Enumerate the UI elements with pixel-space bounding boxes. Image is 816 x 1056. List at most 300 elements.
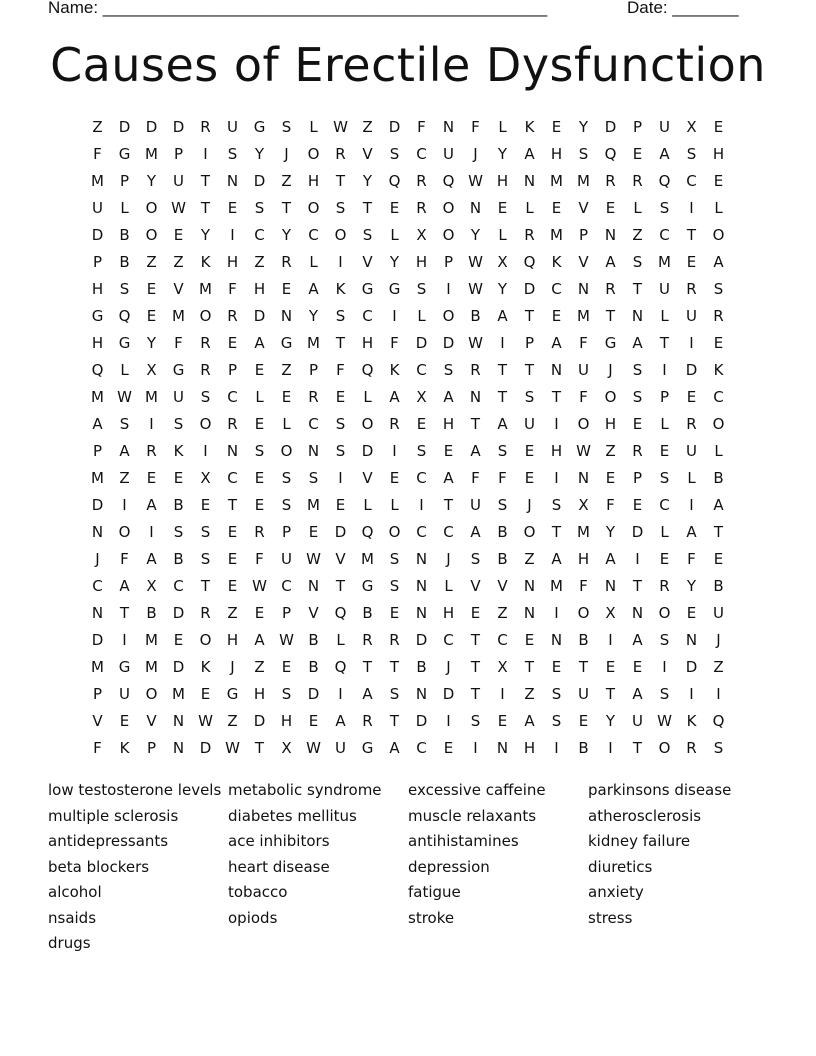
grid-letter: E — [632, 658, 643, 677]
grid-letter: N — [523, 577, 536, 596]
word-list-item: antihistamines — [408, 832, 519, 850]
grid-letter: N — [523, 171, 536, 190]
grid-letter: R — [686, 739, 697, 758]
grid-letter: D — [415, 712, 428, 731]
grid-letter: A — [254, 631, 265, 650]
word-list-item: alcohol — [48, 883, 102, 901]
grid-letter: O — [712, 225, 725, 244]
grid-letter: A — [335, 712, 346, 731]
grid-letter: E — [335, 387, 346, 406]
grid-letter: S — [659, 631, 670, 650]
grid-letter: F — [93, 739, 102, 758]
grid-letter: E — [146, 279, 157, 298]
grid-letter: F — [390, 333, 399, 352]
grid-row — [84, 573, 732, 600]
grid-letter: H — [91, 333, 104, 352]
grid-letter: N — [415, 550, 428, 569]
grid-letter: P — [308, 360, 319, 379]
grid-letter: A — [389, 739, 400, 758]
grid-letter: P — [281, 604, 292, 623]
grid-letter: S — [713, 279, 724, 298]
word-list-item: parkinsons disease — [588, 781, 732, 799]
grid-row — [84, 491, 732, 518]
grid-letter: L — [525, 198, 534, 217]
word-list-item: anxiety — [588, 883, 644, 901]
grid-letter: R — [308, 387, 319, 406]
grid-letter: S — [389, 577, 400, 596]
grid-letter: I — [122, 495, 127, 514]
grid-letter: J — [230, 658, 235, 677]
grid-letter: L — [309, 252, 318, 271]
grid-letter: R — [254, 522, 265, 541]
grid-letter: D — [172, 604, 185, 623]
grid-row — [84, 167, 732, 194]
word-list-item: depression — [408, 857, 490, 876]
grid-letter: C — [713, 387, 724, 406]
grid-letter: U — [632, 712, 643, 731]
grid-letter: E — [632, 144, 643, 163]
grid-letter: E — [254, 360, 265, 379]
grid-letter: N — [685, 631, 698, 650]
grid-letter: I — [635, 550, 640, 569]
grid-letter: C — [416, 468, 427, 487]
grid-letter: Q — [334, 658, 347, 677]
grid-letter: U — [659, 117, 670, 136]
grid-letter: X — [146, 360, 157, 379]
grid-letter: I — [392, 441, 397, 460]
grid-letter: T — [389, 712, 400, 731]
grid-letter: T — [227, 495, 238, 514]
grid-letter: A — [713, 252, 724, 271]
grid-letter: E — [713, 550, 724, 569]
grid-letter: S — [551, 495, 562, 514]
name-field-label: Name: _______________________________________________ — [48, 0, 548, 17]
grid-letter: E — [227, 198, 238, 217]
grid-letter: F — [417, 117, 426, 136]
grid-letter: S — [335, 306, 346, 325]
grid-letter: I — [338, 685, 343, 704]
grid-letter: C — [551, 279, 562, 298]
grid-letter: E — [713, 117, 724, 136]
grid-letter: Z — [227, 712, 238, 731]
grid-letter: E — [632, 414, 643, 433]
grid-letter: Y — [146, 333, 157, 352]
grid-letter: C — [227, 468, 238, 487]
grid-letter: W — [468, 252, 483, 271]
grid-letter: Z — [227, 604, 238, 623]
grid-letter: H — [226, 252, 239, 271]
grid-letter: B — [416, 658, 427, 677]
grid-letter: E — [551, 117, 562, 136]
grid-letter: Z — [362, 117, 373, 136]
grid-letter: M — [91, 387, 104, 406]
grid-letter: S — [470, 550, 481, 569]
grid-letter: D — [631, 522, 644, 541]
grid-letter: L — [336, 631, 345, 650]
word-list-item: low testosterone levels — [48, 781, 222, 799]
grid-letter: E — [119, 712, 130, 731]
grid-letter: E — [281, 658, 292, 677]
grid-letter: H — [442, 414, 455, 433]
grid-letter: X — [146, 577, 157, 596]
grid-letter: N — [577, 468, 590, 487]
grid-letter: J — [446, 658, 451, 677]
grid-letter: A — [632, 333, 643, 352]
grid-letter: I — [608, 631, 613, 650]
grid-letter: O — [145, 685, 158, 704]
grid-letter: W — [171, 198, 186, 217]
grid-letter: D — [172, 658, 185, 677]
grid-letter: S — [443, 360, 454, 379]
grid-letter: N — [631, 306, 644, 325]
grid-letter: E — [659, 550, 670, 569]
grid-letter: I — [500, 333, 505, 352]
grid-row — [84, 681, 732, 708]
word-list-item: antidepressants — [48, 832, 169, 850]
grid-letter: D — [685, 360, 698, 379]
grid-letter: E — [200, 685, 211, 704]
grid-letter: U — [281, 550, 292, 569]
word-list-item: heart disease — [228, 857, 330, 876]
grid-letter: N — [226, 441, 239, 460]
grid-letter: P — [92, 252, 103, 271]
grid-letter: O — [307, 144, 320, 163]
grid-letter: T — [470, 631, 481, 650]
word-list-item: nsaids — [48, 908, 97, 927]
grid-letter: Z — [632, 225, 643, 244]
grid-letter: D — [442, 333, 455, 352]
grid-letter: W — [252, 577, 267, 596]
grid-letter: D — [253, 306, 266, 325]
grid-letter: T — [659, 333, 670, 352]
grid-letter: E — [227, 333, 238, 352]
grid-letter: S — [632, 387, 643, 406]
grid-letter: M — [361, 550, 374, 569]
grid-letter: S — [254, 198, 265, 217]
grid-letter: Y — [497, 144, 508, 163]
grid-letter: W — [306, 550, 321, 569]
grid-letter: B — [119, 252, 130, 271]
grid-letter: R — [389, 631, 400, 650]
grid-letter: N — [604, 225, 617, 244]
grid-letter: J — [95, 550, 100, 569]
grid-letter: O — [199, 631, 212, 650]
grid-letter: A — [713, 495, 724, 514]
grid-letter: N — [631, 604, 644, 623]
grid-letter: S — [659, 468, 670, 487]
grid-letter: H — [604, 414, 617, 433]
grid-letter: B — [497, 522, 508, 541]
grid-letter: A — [146, 495, 157, 514]
grid-letter: F — [255, 550, 264, 569]
grid-row — [84, 437, 732, 464]
grid-letter: J — [284, 144, 289, 163]
grid-letter: E — [605, 198, 616, 217]
grid-letter: D — [442, 685, 455, 704]
grid-letter: B — [713, 577, 724, 596]
grid-letter: A — [605, 252, 616, 271]
grid-letter: K — [200, 252, 211, 271]
grid-letter: X — [497, 658, 508, 677]
grid-letter: W — [468, 333, 483, 352]
grid-letter: D — [307, 685, 320, 704]
grid-letter: A — [632, 631, 643, 650]
grid-letter: T — [497, 360, 508, 379]
grid-letter: G — [118, 333, 131, 352]
grid-letter: P — [227, 360, 238, 379]
grid-letter: D — [91, 225, 104, 244]
grid-letter: S — [551, 685, 562, 704]
grid-letter: B — [308, 658, 319, 677]
grid-letter: A — [470, 522, 481, 541]
grid-letter: G — [361, 739, 374, 758]
grid-letter: F — [579, 387, 588, 406]
grid-letter: S — [659, 685, 670, 704]
grid-letter: T — [470, 685, 481, 704]
grid-letter: S — [470, 712, 481, 731]
grid-letter: T — [524, 360, 535, 379]
grid-letter: M — [145, 144, 158, 163]
word-list-item: kidney failure — [588, 832, 691, 850]
grid-letter: L — [417, 306, 426, 325]
grid-letter: N — [415, 577, 428, 596]
grid-letter: U — [578, 360, 589, 379]
grid-letter: N — [550, 360, 563, 379]
grid-letter: R — [362, 631, 373, 650]
word-list — [48, 778, 768, 957]
grid-letter: I — [446, 279, 451, 298]
grid-letter: E — [308, 522, 319, 541]
grid-letter: C — [173, 577, 184, 596]
grid-letter: O — [577, 604, 590, 623]
grid-letter: E — [470, 604, 481, 623]
grid-letter: H — [91, 279, 104, 298]
grid-letter: T — [362, 658, 373, 677]
grid-letter: S — [200, 387, 211, 406]
grid-letter: J — [446, 550, 451, 569]
grid-letter: W — [657, 712, 672, 731]
grid-letter: B — [173, 495, 184, 514]
grid-letter: Y — [605, 522, 616, 541]
grid-letter: S — [416, 279, 427, 298]
grid-letter: A — [308, 279, 319, 298]
grid-letter: T — [605, 685, 616, 704]
grid-letter: T — [632, 279, 643, 298]
grid-letter: M — [307, 495, 320, 514]
grid-letter: Q — [604, 144, 617, 163]
grid-letter: E — [335, 495, 346, 514]
grid-letter: E — [146, 468, 157, 487]
grid-letter: E — [686, 387, 697, 406]
grid-letter: S — [551, 712, 562, 731]
grid-letter: A — [497, 414, 508, 433]
grid-letter: E — [497, 198, 508, 217]
grid-letter: Z — [92, 117, 103, 136]
grid-letter: E — [281, 279, 292, 298]
grid-letter: C — [443, 522, 454, 541]
grid-letter: M — [577, 171, 590, 190]
grid-letter: T — [281, 198, 292, 217]
grid-letter: U — [686, 306, 697, 325]
grid-letter: N — [91, 604, 104, 623]
grid-letter: T — [632, 577, 643, 596]
grid-letter: B — [173, 550, 184, 569]
grid-letter: O — [361, 414, 374, 433]
grid-letter: V — [578, 252, 589, 271]
grid-letter: U — [443, 144, 454, 163]
grid-letter: W — [576, 441, 591, 460]
grid-letter: L — [282, 414, 291, 433]
grid-letter: M — [550, 577, 563, 596]
grid-letter: P — [92, 685, 103, 704]
grid-letter: I — [716, 685, 721, 704]
grid-letter: P — [524, 333, 535, 352]
grid-letter: S — [713, 739, 724, 758]
grid-letter: A — [551, 333, 562, 352]
grid-letter: Z — [524, 685, 535, 704]
grid-letter: M — [91, 658, 104, 677]
grid-letter: Z — [173, 252, 184, 271]
grid-letter: G — [118, 144, 131, 163]
grid-letter: S — [389, 550, 400, 569]
grid-letter: Z — [713, 658, 724, 677]
grid-letter: X — [686, 117, 697, 136]
grid-letter: U — [686, 441, 697, 460]
grid-letter: S — [308, 468, 319, 487]
grid-row — [84, 600, 732, 627]
grid-letter: O — [712, 414, 725, 433]
grid-letter: R — [605, 171, 616, 190]
grid-letter: R — [416, 198, 427, 217]
grid-letter: Y — [254, 144, 265, 163]
grid-letter: W — [279, 631, 294, 650]
grid-letter: G — [280, 333, 293, 352]
grid-letter: T — [686, 225, 697, 244]
grid-letter: G — [226, 685, 239, 704]
grid-letter: V — [335, 550, 346, 569]
grid-letter: O — [199, 306, 212, 325]
grid-letter: I — [419, 495, 424, 514]
grid-letter: A — [443, 387, 454, 406]
grid-letter: S — [335, 414, 346, 433]
grid-letter: P — [443, 252, 454, 271]
grid-letter: C — [416, 144, 427, 163]
grid-letter: S — [389, 144, 400, 163]
grid-letter: S — [119, 414, 130, 433]
grid-letter: T — [524, 306, 535, 325]
grid-letter: G — [118, 658, 131, 677]
grid-letter: R — [200, 117, 211, 136]
grid-letter: Y — [200, 225, 211, 244]
grid-letter: E — [551, 306, 562, 325]
grid-letter: E — [227, 550, 238, 569]
grid-letter: L — [363, 495, 372, 514]
grid-letter: K — [200, 658, 211, 677]
grid-letter: S — [416, 441, 427, 460]
grid-letter: E — [254, 604, 265, 623]
header-line — [48, 0, 748, 20]
grid-letter: N — [550, 631, 563, 650]
grid-letter: E — [389, 604, 400, 623]
grid-letter: D — [145, 117, 158, 136]
grid-letter: C — [416, 739, 427, 758]
grid-letter: U — [470, 495, 481, 514]
grid-letter: Q — [361, 522, 374, 541]
grid-letter: J — [473, 144, 478, 163]
grid-letter: S — [119, 279, 130, 298]
grid-letter: W — [468, 171, 483, 190]
grid-letter: I — [608, 739, 613, 758]
grid-row — [84, 140, 732, 167]
grid-letter: K — [173, 441, 184, 460]
grid-letter: E — [713, 333, 724, 352]
grid-letter: Z — [281, 171, 292, 190]
grid-letter: H — [577, 550, 590, 569]
grid-letter: M — [172, 306, 185, 325]
word-list-item: muscle relaxants — [408, 806, 537, 825]
grid-letter: E — [551, 658, 562, 677]
grid-letter: I — [230, 225, 235, 244]
grid-letter: G — [91, 306, 104, 325]
grid-letter: H — [307, 171, 320, 190]
grid-letter: R — [605, 279, 616, 298]
grid-letter: T — [632, 739, 643, 758]
grid-letter: S — [281, 685, 292, 704]
word-list-item: diuretics — [588, 857, 653, 876]
grid-letter: T — [605, 306, 616, 325]
grid-letter: G — [253, 117, 266, 136]
grid-letter: P — [632, 117, 643, 136]
grid-letter: C — [659, 495, 670, 514]
word-list-item: excessive caffeine — [408, 781, 546, 799]
grid-letter: E — [686, 604, 697, 623]
grid-letter: H — [442, 604, 455, 623]
grid-letter: I — [689, 333, 694, 352]
grid-letter: Q — [388, 171, 401, 190]
grid-letter: M — [199, 279, 212, 298]
grid-letter: S — [200, 522, 211, 541]
grid-letter: O — [388, 522, 401, 541]
grid-letter: F — [471, 468, 480, 487]
grid-letter: A — [362, 685, 373, 704]
grid-row — [84, 654, 732, 681]
grid-letter: R — [362, 712, 373, 731]
grid-letter: B — [497, 550, 508, 569]
grid-letter: W — [225, 739, 240, 758]
grid-letter: O — [199, 414, 212, 433]
grid-letter: T — [524, 658, 535, 677]
grid-letter: F — [174, 333, 183, 352]
grid-letter: L — [660, 414, 669, 433]
grid-letter: E — [443, 739, 454, 758]
grid-letter: I — [203, 441, 208, 460]
grid-letter: Q — [118, 306, 131, 325]
grid-letter: T — [335, 333, 346, 352]
grid-letter: E — [605, 658, 616, 677]
word-search-grid — [84, 113, 732, 762]
grid-letter: S — [281, 495, 292, 514]
grid-letter: L — [714, 441, 723, 460]
grid-letter: E — [524, 441, 535, 460]
grid-letter: W — [198, 712, 213, 731]
grid-letter: G — [172, 360, 185, 379]
grid-letter: Y — [362, 171, 373, 190]
grid-letter: C — [497, 631, 508, 650]
grid-letter: W — [333, 117, 348, 136]
grid-letter: Q — [334, 604, 347, 623]
grid-letter: N — [523, 604, 536, 623]
grid-letter: T — [389, 658, 400, 677]
